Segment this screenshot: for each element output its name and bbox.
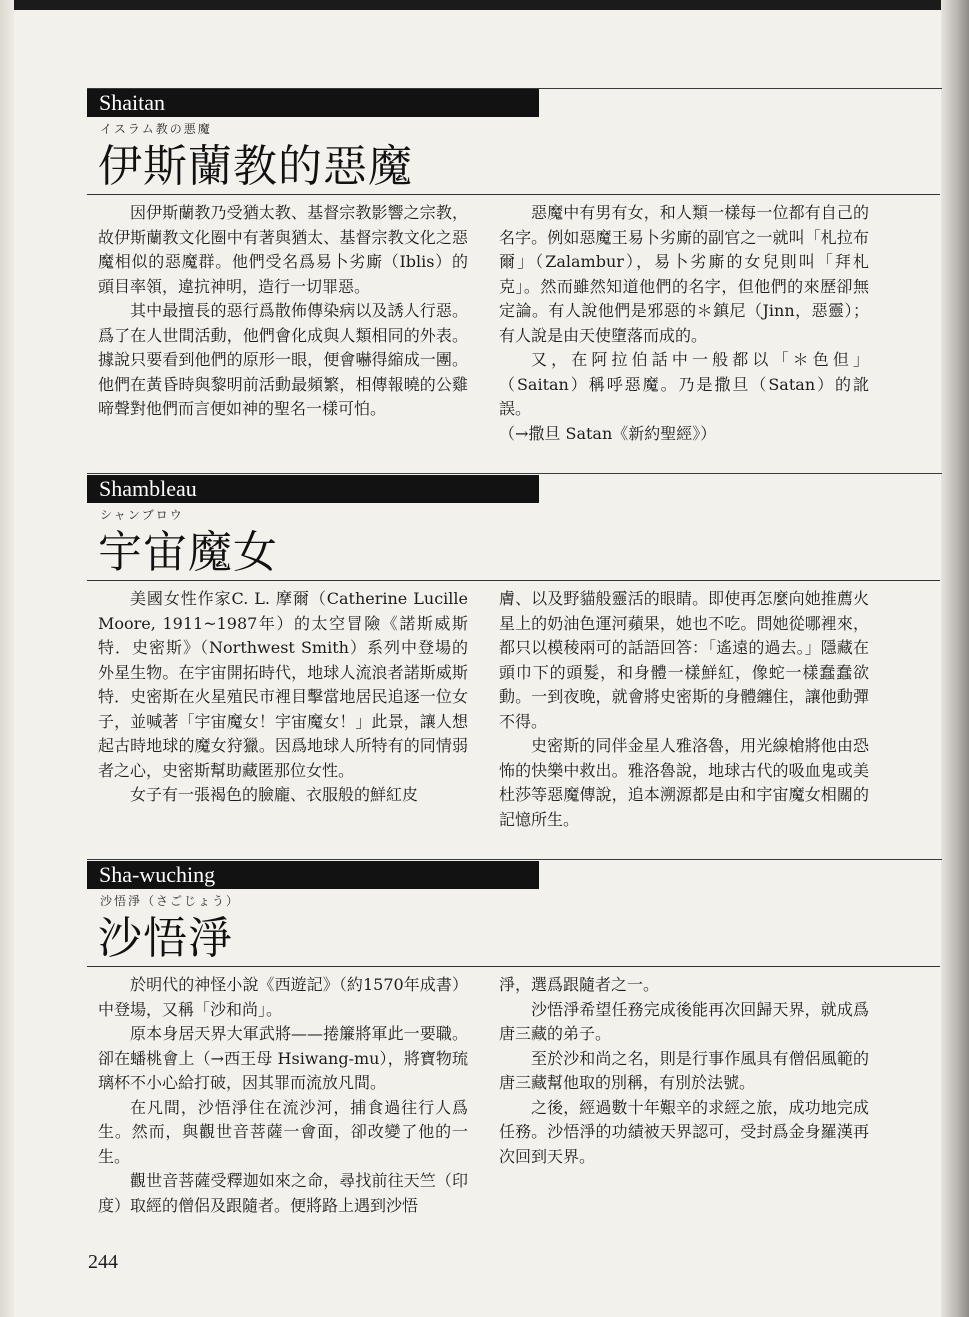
entry-japanese-name: 沙悟淨（さごじょう） — [100, 894, 241, 908]
cross-reference: （→撒旦 Satan《新約聖經》） — [499, 423, 717, 443]
paragraph: 惡魔中有男有女，和人類一樣每一位都有自己的名字。例如惡魔王易卜劣廝的副官之一就叫「札拉布爾」（Zalambur），易卜劣廝的女兒則叫「拜札克」。然而雖然知道他們的名字，但他們的來歷卻無定論。有人說他們是邪惡的＊鎮尼（Jinn，惡靈）；有人說是由天使墮落而成的。 — [499, 203, 869, 345]
page-spine — [0, 0, 14, 1317]
page-number: 244 — [88, 1251, 118, 1273]
page-right-edge — [941, 0, 969, 1317]
entry-heading-bar: Shambleau — [87, 475, 539, 503]
left-column — [98, 973, 468, 1218]
divider-line — [87, 859, 942, 860]
entry-heading-bar: Shaitan — [87, 89, 539, 117]
entry-title: 宇宙魔女 — [98, 527, 278, 578]
right-column — [499, 201, 869, 446]
paragraph: 女子有一張褐色的臉龐、衣服般的鮮紅皮 — [130, 785, 419, 804]
paragraph: 淨，選爲跟隨者之一。 — [499, 975, 660, 994]
paragraph: 至於沙和尚之名，則是行事作風具有僧侶風範的唐三藏幫他取的別稱，有別於法號。 — [499, 1048, 869, 1092]
paragraph: 原本身居天界大軍武將——捲簾將軍此一要職。卻在蟠桃會上（→西王母 Hsiwang-mu），將寶物琉璃杯不小心給打破，因其罪而流放凡間。 — [98, 1024, 468, 1092]
scan-top-edge — [0, 0, 969, 10]
right-column — [499, 973, 869, 1169]
entry-title: 伊斯蘭教的惡魔 — [98, 141, 413, 192]
left-column — [98, 201, 468, 422]
paragraph: 觀世音菩薩受釋迦如來之命，尋找前往天竺（印度）取經的僧侶及跟隨者。便將路上遇到沙悟 — [98, 1171, 468, 1215]
paragraph: 膚、以及野貓般靈活的眼睛。即使再怎麼向她推薦火星上的奶油色運河蘋果，她也不吃。問她從哪裡來，都只以模稜兩可的話語回答：「遙遠的過去。」隱藏在頭巾下的頭髮，和身體一樣鮮紅，像蛇一樣蠢蠢欲動。一到夜晚，就會將史密斯的身體纏住，讓他動彈不得。 — [499, 589, 869, 731]
left-column — [98, 587, 468, 808]
paragraph: 於明代的神怪小說《西遊記》（約1570年成書）中登場，又稱「沙和尚」。 — [98, 975, 468, 1019]
paragraph: 因伊斯蘭教乃受猶太教、基督宗教影響之宗教，故伊斯蘭教文化圈中有著與猶太、基督宗教文化之惡魔相似的惡魔群。他們受名爲易卜劣廝（Iblis）的頭目率領，違抗神明，造行一切罪惡。 — [98, 203, 468, 296]
right-column — [499, 587, 869, 832]
entry-heading-bar: Sha-wuching — [87, 861, 539, 889]
paragraph: 沙悟淨希望任務完成後能再次回歸天界，就成爲唐三藏的弟子。 — [499, 999, 869, 1043]
title-rule — [87, 580, 940, 581]
paragraph: 其中最擅長的惡行爲散佈傳染病以及誘人行惡。爲了在人世間活動，他們會化成與人類相同的外表。據說只要看到他們的原形一眼，便會嚇得縮成一團。他們在黃昏時與黎明前活動最頻繁，相傳報曉的公雞啼聲對他們而言便如神的聖名一樣可怕。 — [98, 301, 468, 418]
paragraph: 又，在阿拉伯話中一般都以「＊色但」（Saitan）稱呼惡魔。乃是撒旦（Satan）的訛誤。 — [499, 350, 869, 418]
entry-title: 沙悟淨 — [98, 913, 233, 964]
paragraph: 之後，經過數十年艱辛的求經之旅，成功地完成任務。沙悟淨的功績被天界認可，受封爲金身羅漢再次回到天界。 — [499, 1097, 869, 1166]
paragraph: 史密斯的同伴金星人雅洛魯，用光線槍將他由恐怖的快樂中救出。雅洛魯說，地球古代的吸血鬼或美杜莎等惡魔傳說，追本溯源都是由和宇宙魔女相關的記憶所生。 — [499, 736, 869, 829]
divider-line — [87, 473, 942, 474]
entry-japanese-name: イスラム教の悪魔 — [100, 122, 212, 136]
entry-japanese-name: シャンブロウ — [100, 508, 184, 522]
paragraph: 在凡間，沙悟淨住在流沙河，捕食過往行人爲生。然而，與觀世音菩薩一會面，卻改變了他的一生。 — [98, 1097, 468, 1166]
paragraph: 美國女性作家C. L. 摩爾（Catherine Lucille Moore, 1911~1987年）的太空冒險《諾斯威斯特．史密斯》（Northwest Smith）系列中登場的外星生物。在宇宙開拓時代，地球人流浪者諾斯威斯特．史密斯在火星殖民市裡目擊當地居民追逐一位女子，並喊著「宇宙魔女！宇宙魔女！」此景，讓人想起古時地球的魔女狩獵。因爲地球人所特有的同情弱者之心，史密斯幫助藏匿那位女性。 — [98, 589, 468, 780]
title-rule — [87, 966, 940, 967]
title-rule — [87, 194, 940, 195]
